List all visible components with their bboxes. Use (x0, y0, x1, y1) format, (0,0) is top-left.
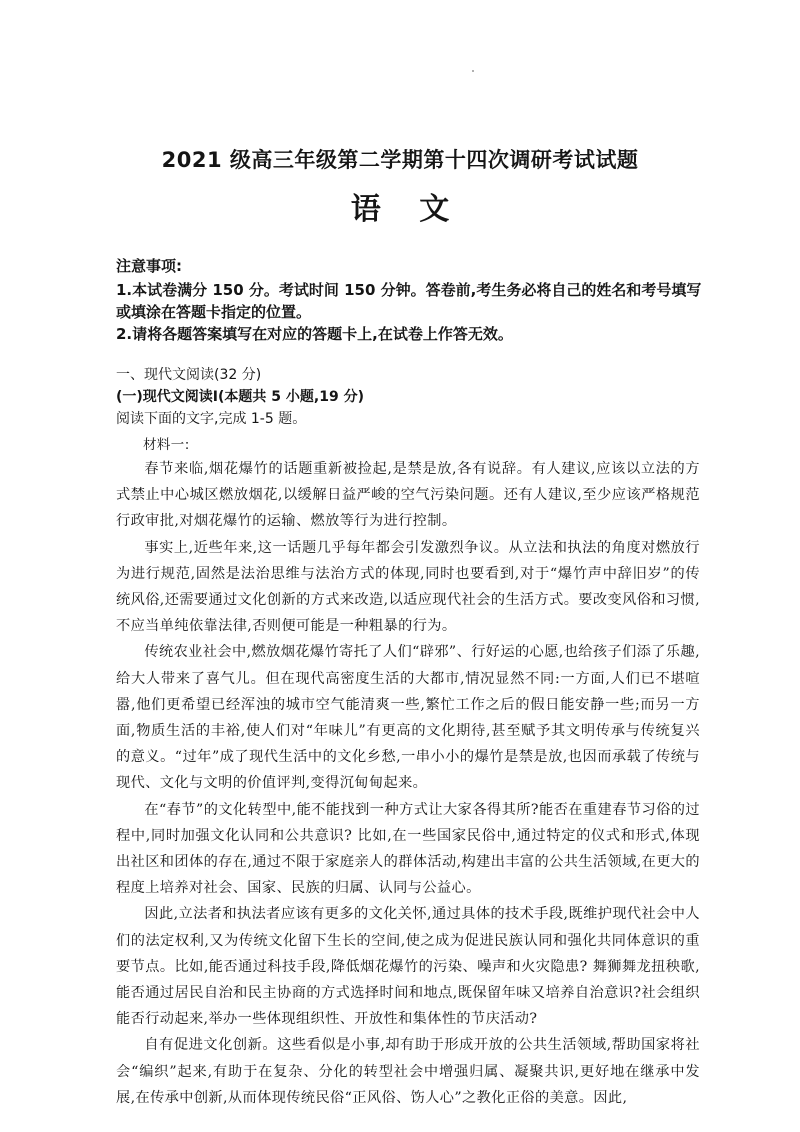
notice-item-1: 1.本试卷满分 150 分。考试时间 150 分钟。答卷前,考生务必将自己的姓名和考号填写或填涂在答题卡指定的位置。 (116, 281, 702, 321)
passage-paragraph: 在“春节”的文化转型中,能不能找到一种方式让大家各得其所?能否在重建春节习俗的过程中,同时加强文化认同和公共意识? 比如,在一些国家民俗中,通过特定的仪式和形式,体现出社区和团体的存在,通过不限于家庭亲人的群体活动,构建出丰富的公共生活领域,在更大的程度上培养对社会、国家、民族的归属、认同与公益心。 (116, 801, 700, 897)
passage-paragraph: 传统农业社会中,燃放烟花爆竹寄托了人们“辟邪”、行好运的心愿,也给孩子们添了乐趣,给大人带来了喜气儿。但在现代高密度生活的大都市,情况显然不同:一方面,人们已不堪喧嚣,他们更希望已经浑浊的城市空气能清爽一些,繁忙工作之后的假日能安静一些;而另一方面,物质生活的丰裕,使人们对“年味儿”有更高的文化期待,甚至赋予其文明传承与传统复兴的意义。“过年”成了现代生活中的文化乡愁,一串小小的爆竹是禁是放,也因而承载了传统与现代、文化与文明的价值评判,变得沉甸甸起来。 (116, 644, 700, 792)
section-header (116, 364, 708, 430)
scan-speck (472, 70, 474, 72)
page-bottom-edge (0, 1108, 800, 1132)
passage-paragraph: 春节来临,烟花爆竹的话题重新被捡起,是禁是放,各有说辞。有人建议,应该以立法的方式禁止中心城区燃放烟花,以缓解日益严峻的空气污染问题。还有人建议,至少应该严格规范行政审批,对烟花爆竹的运输、燃放等行为进行控制。 (116, 461, 700, 530)
subject-title: 语 文 (350, 192, 464, 227)
passage-paragraph: 自有促进文化创新。这些看似是小事,却有助于形成开放的公共生活领域,帮助国家将社会“编织”起来,有助于在复杂、分化的转型社会中增强归属、凝聚共识,更好地在继承中发展,在传承中创新,从而体现传统民俗“正风俗、饬人心”之教化正俗的美意。因此, (116, 1037, 700, 1106)
passage-body (116, 434, 700, 1111)
section-heading: 一、现代文阅读(32 分) (116, 367, 262, 383)
passage-paragraph: 因此,立法者和执法者应该有更多的文化关怀,通过具体的技术手段,既维护现代社会中人们的法定权利,又为传统文化留下生长的空间,使之成为促进民族认同和强化共同体意识的重要节点。比如,能否通过科技手段,降低烟花爆竹的污染、噪声和火灾隐患? 舞狮舞龙扭秧歌,能否通过居民自治和民主协商的方式选择时间和地点,既保留年味又培养自治意识?社会组织能否行动起来,举办一些体现组织性、开放性和集体性的节庆活动? (116, 906, 700, 1028)
material-label: 材料一: (143, 437, 190, 453)
exam-title: 2021 级高三年级第二学期第十四次调研考试试题 (161, 148, 639, 172)
notice-heading: 注意事项: (116, 257, 182, 275)
notice-item-2: 2.请将各题答案填写在对应的答题卡上,在试卷上作答无效。 (116, 325, 513, 343)
subsection-heading: (一)现代文阅读Ⅰ(本题共 5 小题,19 分) (116, 389, 364, 405)
notice-block (116, 255, 708, 345)
passage-paragraph: 事实上,近些年来,这一话题几乎每年都会引发激烈争议。从立法和执法的角度对燃放行为进行规范,固然是法治思维与法治方式的体现,同时也要看到,对于“爆竹声中辞旧岁”的传统风俗,还需要通过文化创新的方式来改造,以适应现代社会的生活方式。要改变风俗和习惯,不应当单纯依靠法律,否则便可能是一种粗暴的行为。 (116, 539, 700, 635)
reading-instruction: 阅读下面的文字,完成 1-5 题。 (116, 411, 307, 427)
